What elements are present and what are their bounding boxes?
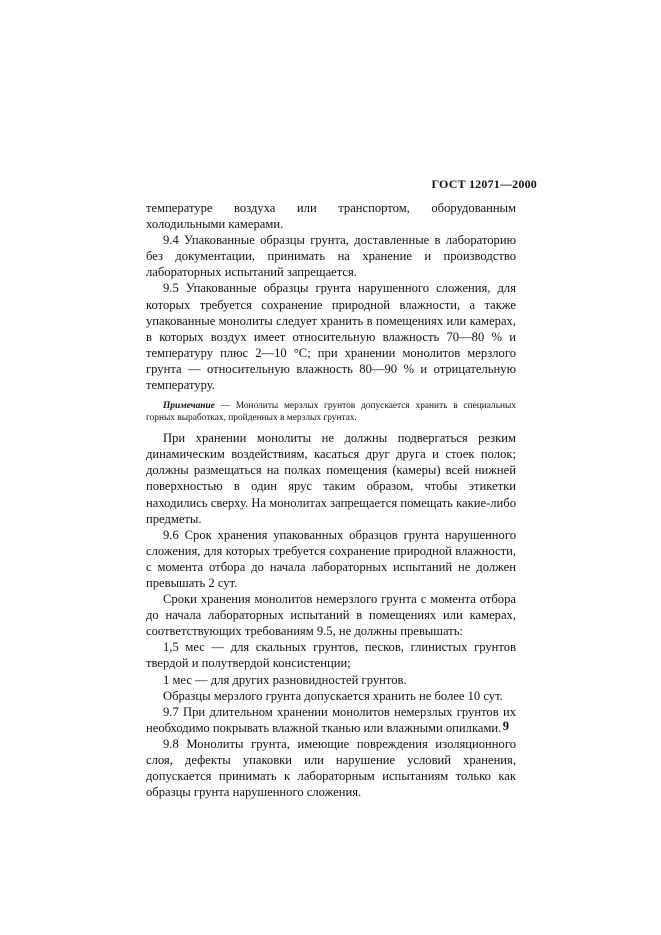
paragraph-9-8: 9.8 Монолиты грунта, имеющие повреждения изоляционного слоя, дефекты упаковки или нарушение условий хранения, допускается принимать к лабораторным испытаниям только как образцы грунта нарушенного сложения. <box>146 736 516 800</box>
page-number: 9 <box>502 719 509 733</box>
paragraph-9-6: 9.6 Срок хранения упакованных образцов грунта нарушенного сложения, для которых требуется сохранение природной влажности, с момента отбора до начала лабораторных испытаний не должен превышать 2 сут. <box>146 527 516 590</box>
document-standard-header: ГОСТ 12071—2000 <box>431 177 537 191</box>
paragraph-storage-terms: Сроки хранения монолитов немерзлого грунта с момента отбора до начала лабораторных испытаний в помещениях или камерах, соответствующих требованиям 9.5, не должны превышать: <box>146 592 516 639</box>
paragraph-term-other: 1 мес — для других разновидностей грунтов. <box>163 672 407 687</box>
paragraph-9-5: 9.5 Упакованные образцы грунта нарушенного сложения, для которых требуется сохранение природной влажности, а также упакованные монолиты следует хранить в помещениях или камерах, в которых воздух имеет относительную влажность 70—80 % и температуру плюс 2—10 °С; при хранении монолитов мерзлого грунта — относительную влажность 80—90 % и отрицательную температуру. <box>146 281 516 393</box>
paragraph-frozen-term: Образцы мерзлого грунта допускается хранить не более 10 сут. <box>163 688 503 703</box>
note <box>146 400 516 424</box>
note-text: — Монолиты мерзлых грунтов допускается хранить в специальных горных выработках, пройденных в мерзлых грунтах. <box>146 401 516 424</box>
paragraph-9-4: 9.4 Упакованные образцы грунта, доставленные в лабораторию без документации, принимать на хранение и производство лабораторных испытаний запрещается. <box>146 233 516 280</box>
note-label: Примечание <box>163 401 215 412</box>
document-body <box>146 200 516 800</box>
paragraph-9-7: 9.7 При длительном хранении монолитов немерзлых грунтов их необходимо покрывать влажной тканью или влажными опилками. <box>146 704 516 735</box>
paragraph-continuation: температуре воздуха или транспортом, оборудованным холодильными камерами. <box>146 201 516 232</box>
paragraph-term-rocky: 1,5 мес — для скальных грунтов, песков, глинистых грунтов твердой и полутвердой консистенции; <box>146 640 516 671</box>
paragraph-storage-rules: При хранении монолиты не должны подвергаться резким динамическим воздействиям, касаться друг друга и стоек полок; должны размещаться на полках помещения (камеры) всей нижней поверхностью в один ярус таким образом, чтобы этикетки находились сверху. На монолитах запрещается помещать какие-либо предметы. <box>146 431 516 526</box>
